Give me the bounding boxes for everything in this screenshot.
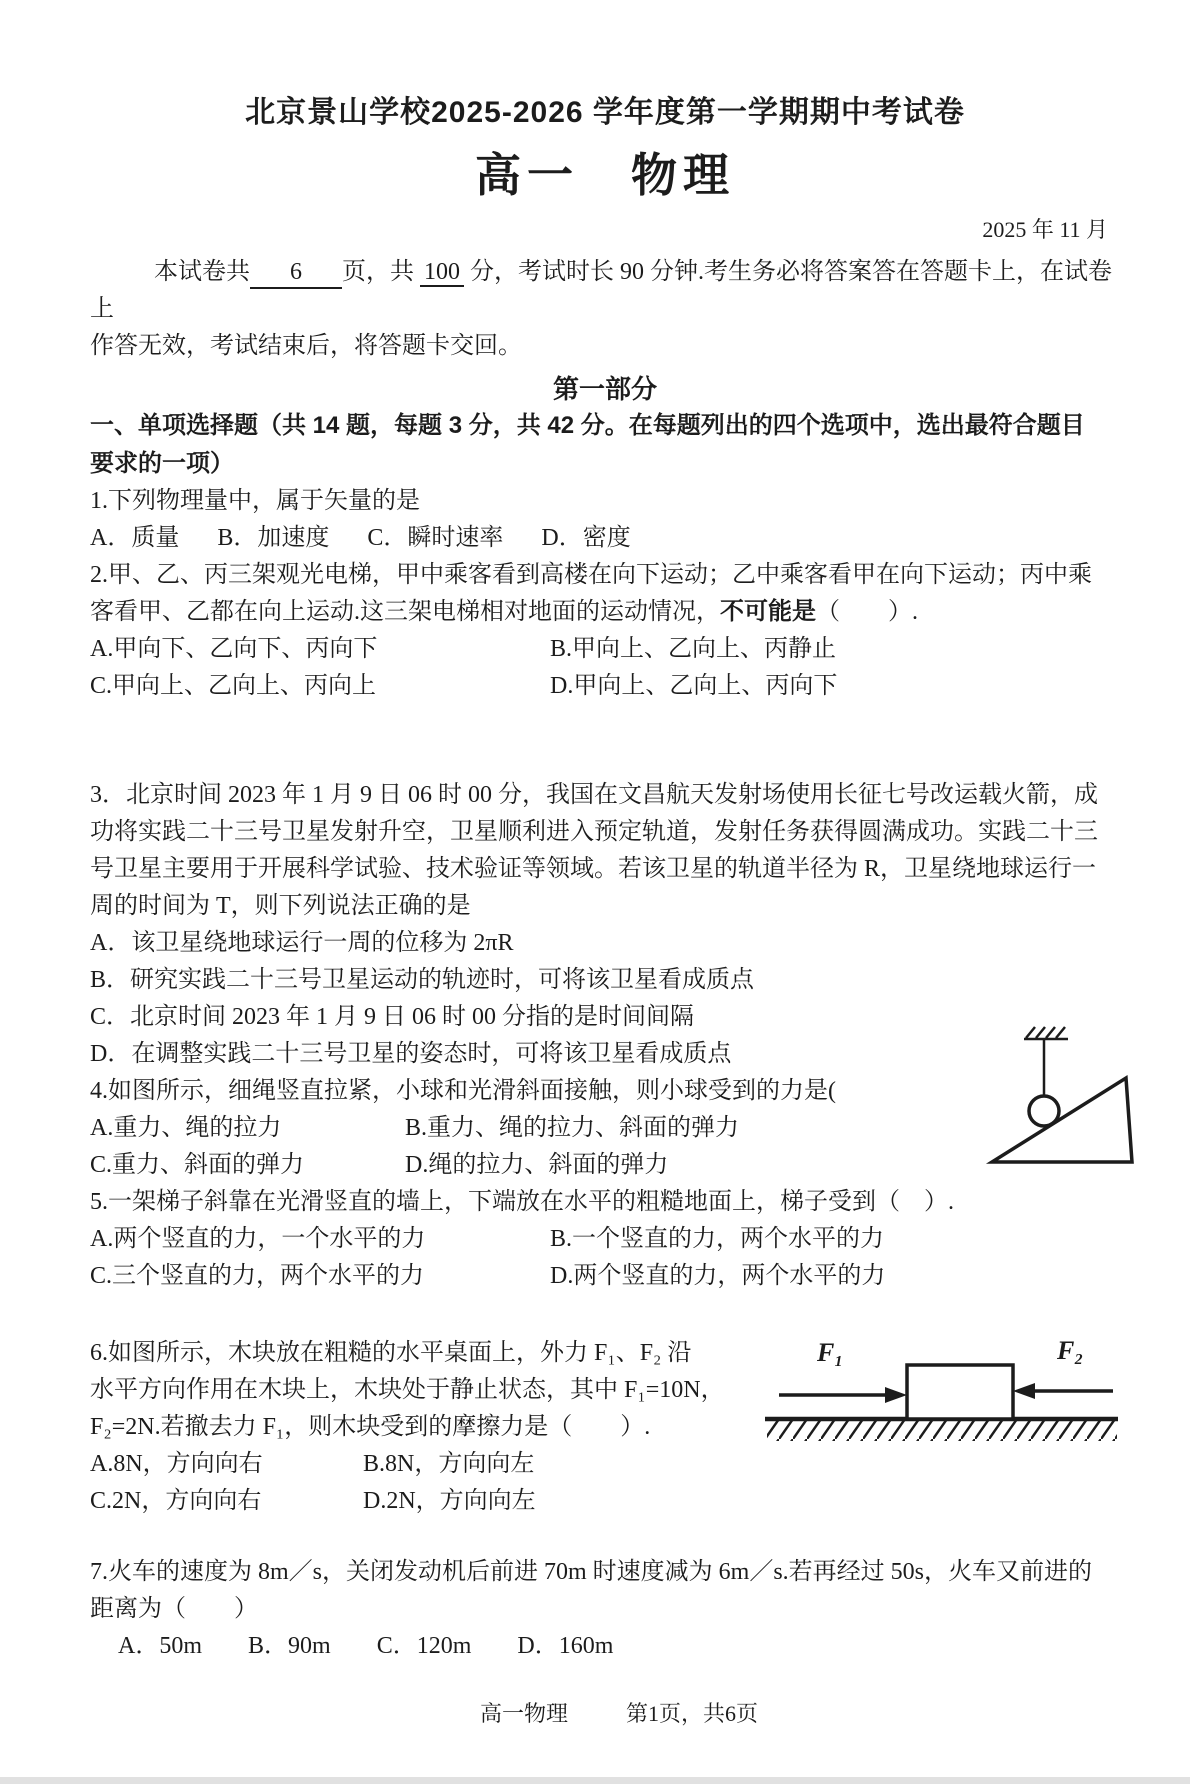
q4-figure-ball-on-incline [982, 1022, 1142, 1174]
scan-bottom-edge [0, 1777, 1190, 1784]
question-7 [90, 1554, 1120, 1665]
f1-arrowhead [885, 1387, 907, 1403]
question-7-stem-line1: 7.火车的速度为 8m／s，关闭发动机后前进 70m 时速度减为 6m／s.若再经过 50s，火车又前进的 [90, 1559, 1093, 1585]
question-5-stem: 5.一架梯子斜靠在光滑竖直的墙上，下端放在水平的粗糙地面上，梯子受到（ ）. [90, 1189, 954, 1215]
incline-triangle [992, 1078, 1132, 1162]
question-4-options [90, 1110, 1120, 1184]
question-3-stem-line1: 3．北京时间 2023 年 1 月 9 日 06 时 00 分，我国在文昌航天发射场使用长征七号改运载火箭，成 [90, 782, 1098, 808]
q7-option-c: C．120m [376, 1633, 472, 1659]
exam-date: 2025 年 11 月 [982, 217, 1108, 242]
total-pages-blank: 6 [250, 257, 342, 289]
question-2-stem-line1: 2.甲、乙、丙三架观光电梯，甲中乘客看到高楼在向下运动；乙中乘客看甲在向下运动；丙中乘 [90, 562, 1092, 588]
question-1 [90, 483, 1120, 557]
q4-option-c: C.重力、斜面的弹力 [90, 1152, 305, 1178]
q2-stem-bold-segment: 不可能是 [720, 599, 816, 625]
q4-option-a: A.重力、绳的拉力 [90, 1115, 282, 1141]
q5-option-a: A.两个竖直的力，一个水平的力 [90, 1226, 426, 1252]
section-heading-line2: 要求的一项） [90, 450, 234, 477]
question-3 [90, 777, 1120, 1073]
q2-stem-segment: （ ）. [816, 599, 918, 625]
q2-option-a: A.甲向下、乙向下、丙向下 [90, 636, 378, 662]
q7-option-d: D．160m [517, 1633, 614, 1659]
section-heading [90, 407, 1120, 483]
ceiling-hatch [1026, 1027, 1065, 1038]
question-2-options [90, 631, 1120, 705]
question-3-stem-line2: 功将实践二十三号卫星发射升空，卫星顺利进入预定轨道，发射任务获得圆满成功。实践二十三 [90, 819, 1098, 845]
ground-hatch [767, 1421, 1117, 1441]
f2-arrowhead [1013, 1383, 1035, 1399]
exam-instructions [90, 254, 1120, 365]
question-6-options [90, 1446, 1120, 1520]
q1-option-b: B．加速度 [217, 525, 330, 551]
question-7-options [90, 1628, 1120, 1665]
question-5 [90, 1184, 1120, 1295]
question-1-options [90, 520, 1120, 557]
exam-title: 北京景山学校2025-2026 学年度第一学期期中考试卷 [245, 96, 965, 129]
subject-title: 高一 物理 [475, 149, 735, 201]
q1-option-a: A．质量 [90, 525, 180, 551]
question-4 [90, 1073, 1120, 1184]
page-footer [104, 1699, 1134, 1729]
q6-option-d: D.2N，方向向左 [363, 1488, 536, 1514]
question-4-stem: 4.如图所示，细绳竖直拉紧，小球和光滑斜面接触，则小球受到的力是( [90, 1078, 836, 1104]
total-score-underlined: 100 [420, 259, 464, 287]
question-2-stem-line2 [90, 594, 1120, 631]
q4-option-d: D.绳的拉力、斜面的弹力 [405, 1152, 669, 1178]
question-6-stem-line3: F₂=2N.若撤去力 F₁，则木块受到的摩擦力是（ ）. [90, 1414, 651, 1440]
question-6 [90, 1335, 1120, 1520]
intro-segment: 页，共 [342, 259, 420, 285]
q2-option-b: B.甲向上、乙向上、丙静止 [550, 636, 837, 662]
footer-page-number: 第1页，共6页 [626, 1701, 759, 1726]
q7-option-a: A．50m [118, 1633, 202, 1659]
intro-segment: 本试卷共 [154, 259, 250, 285]
q2-option-c: C.甲向上、乙向上、丙向上 [90, 673, 377, 699]
footer-course-label: 高一物理 [479, 1701, 568, 1726]
intro-segment-line2: 作答无效，考试结束后，将答题卡交回。 [90, 333, 522, 359]
section-heading-line1: 一、单项选择题（共 14 题，每题 3 分，共 42 分。在每题列出的四个选项中，选出最符合题目 [90, 412, 1085, 439]
question-1-stem: 1.下列物理量中，属于矢量的是 [90, 488, 420, 514]
f2-label: F₂ [1057, 1339, 1084, 1365]
question-6-stem-line1: 6.如图所示，木块放在粗糙的水平桌面上，外力 F₁、F₂ 沿 [90, 1340, 692, 1366]
q6-option-b: B.8N，方向向左 [363, 1451, 535, 1477]
q3-option-d: D．在调整实践二十三号卫星的姿态时，可将该卫星看成质点 [90, 1041, 732, 1067]
question-2 [90, 557, 1120, 705]
q3-option-c: C．北京时间 2023 年 1 月 9 日 06 时 00 分指的是时间间隔 [90, 1004, 695, 1030]
question-3-stem-line4: 周的时间为 T，则下列说法正确的是 [90, 893, 471, 919]
part-heading: 第一部分 [552, 374, 657, 404]
question-5-options [90, 1221, 1120, 1295]
q3-option-b: B．研究实践二十三号卫星运动的轨迹时，可将该卫星看成质点 [90, 967, 755, 993]
block [907, 1365, 1013, 1419]
q2-option-d: D.甲向上、乙向上、丙向下 [550, 673, 838, 699]
question-3-stem-line3: 号卫星主要用于开展科学试验、技术验证等领域。若该卫星的轨道半径为 R，卫星绕地球运行一 [90, 856, 1097, 882]
intro-segment: 分，考试时长 90 分钟.考生务必将答案答在答题卡上，在试卷上 [90, 259, 1112, 322]
q6-option-a: A.8N，方向向右 [90, 1451, 263, 1477]
q4-option-b: B.重力、绳的拉力、斜面的弹力 [405, 1115, 740, 1141]
f1-label: F₁ [817, 1339, 844, 1367]
question-6-stem-line2: 水平方向作用在木块上，木块处于静止状态，其中 F₁=10N， [90, 1377, 725, 1403]
q6-option-c: C.2N，方向向右 [90, 1488, 262, 1514]
q2-stem-segment: 客看甲、乙都在向上运动.这三架电梯相对地面的运动情况， [90, 599, 720, 625]
q5-option-d: D.两个竖直的力，两个水平的力 [550, 1263, 886, 1289]
q7-option-b: B．90m [248, 1633, 331, 1659]
q5-option-c: C.三个竖直的力，两个水平的力 [90, 1263, 425, 1289]
q1-option-c: C．瞬时速率 [367, 525, 504, 551]
q5-option-b: B.一个竖直的力，两个水平的力 [550, 1226, 885, 1252]
question-7-stem-line2: 距离为（ ） [90, 1596, 258, 1622]
q6-figure-block-forces [765, 1339, 1120, 1443]
q1-option-d: D．密度 [541, 525, 631, 551]
q3-option-a: A．该卫星绕地球运行一周的位移为 2πR [90, 930, 514, 956]
